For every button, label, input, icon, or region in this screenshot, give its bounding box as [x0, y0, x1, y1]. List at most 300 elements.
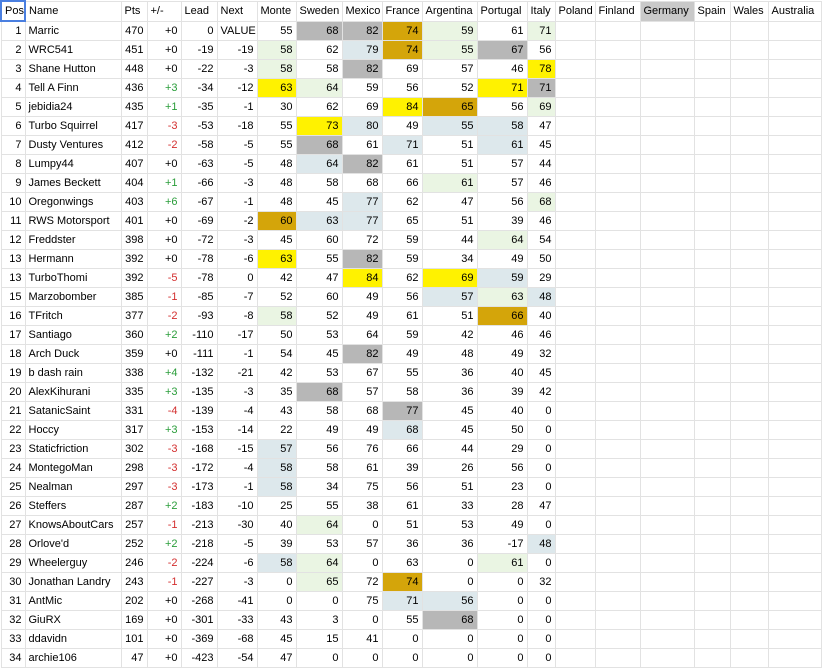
score-cell-france[interactable]: 51: [382, 516, 422, 535]
empty-cell-germany[interactable]: [640, 174, 694, 193]
delta-cell[interactable]: +0: [147, 41, 181, 60]
name-cell[interactable]: Turbo Squirrel: [25, 117, 121, 136]
delta-cell[interactable]: +4: [147, 364, 181, 383]
next-cell[interactable]: -6: [217, 554, 257, 573]
score-cell-monte[interactable]: 52: [257, 288, 296, 307]
empty-cell-australia[interactable]: [768, 592, 821, 611]
score-cell-argentina[interactable]: 44: [422, 440, 477, 459]
delta-cell[interactable]: +6: [147, 193, 181, 212]
empty-cell-wales[interactable]: [730, 212, 768, 231]
lead-cell[interactable]: -153: [181, 421, 217, 440]
score-cell-france[interactable]: 65: [382, 212, 422, 231]
score-cell-mexico[interactable]: 68: [342, 174, 382, 193]
pos-cell[interactable]: 22: [1, 421, 25, 440]
empty-cell-spain[interactable]: [694, 497, 730, 516]
name-cell[interactable]: AntMic: [25, 592, 121, 611]
empty-cell-wales[interactable]: [730, 345, 768, 364]
score-cell-sweden[interactable]: 56: [296, 440, 342, 459]
pts-cell[interactable]: 401: [121, 212, 147, 231]
delta-cell[interactable]: +1: [147, 98, 181, 117]
empty-cell-germany[interactable]: [640, 288, 694, 307]
score-cell-france[interactable]: 68: [382, 421, 422, 440]
score-cell-mexico[interactable]: 49: [342, 307, 382, 326]
score-cell-portugal[interactable]: 23: [477, 478, 527, 497]
next-cell[interactable]: -33: [217, 611, 257, 630]
lead-cell[interactable]: -173: [181, 478, 217, 497]
score-cell-france[interactable]: 74: [382, 21, 422, 41]
name-cell[interactable]: Tell A Finn: [25, 79, 121, 98]
score-cell-portugal[interactable]: 39: [477, 212, 527, 231]
score-cell-france[interactable]: 66: [382, 174, 422, 193]
name-cell[interactable]: ddavidn: [25, 630, 121, 649]
header-germany[interactable]: Germany: [640, 1, 694, 21]
score-cell-monte[interactable]: 58: [257, 60, 296, 79]
score-cell-france[interactable]: 61: [382, 497, 422, 516]
header-next[interactable]: Next: [217, 1, 257, 21]
next-cell[interactable]: VALUE: [217, 21, 257, 41]
empty-cell-germany[interactable]: [640, 535, 694, 554]
score-cell-portugal[interactable]: 57: [477, 174, 527, 193]
empty-cell-australia[interactable]: [768, 345, 821, 364]
empty-cell-poland[interactable]: [555, 212, 595, 231]
pos-cell[interactable]: 10: [1, 193, 25, 212]
empty-cell-wales[interactable]: [730, 554, 768, 573]
header-pts[interactable]: Pts: [121, 1, 147, 21]
score-cell-mexico[interactable]: 61: [342, 459, 382, 478]
lead-cell[interactable]: -93: [181, 307, 217, 326]
score-cell-mexico[interactable]: 57: [342, 535, 382, 554]
empty-cell-germany[interactable]: [640, 649, 694, 668]
pos-cell[interactable]: 29: [1, 554, 25, 573]
score-cell-sweden[interactable]: 55: [296, 497, 342, 516]
empty-cell-wales[interactable]: [730, 326, 768, 345]
score-cell-monte[interactable]: 45: [257, 231, 296, 250]
empty-cell-finland[interactable]: [595, 630, 640, 649]
score-cell-monte[interactable]: 58: [257, 554, 296, 573]
empty-cell-germany[interactable]: [640, 307, 694, 326]
empty-cell-wales[interactable]: [730, 41, 768, 60]
score-cell-italy[interactable]: 0: [527, 554, 555, 573]
score-cell-sweden[interactable]: 60: [296, 231, 342, 250]
empty-cell-spain[interactable]: [694, 573, 730, 592]
empty-cell-australia[interactable]: [768, 326, 821, 345]
empty-cell-germany[interactable]: [640, 497, 694, 516]
empty-cell-germany[interactable]: [640, 231, 694, 250]
empty-cell-poland[interactable]: [555, 98, 595, 117]
score-cell-monte[interactable]: 63: [257, 79, 296, 98]
empty-cell-australia[interactable]: [768, 98, 821, 117]
empty-cell-spain[interactable]: [694, 383, 730, 402]
empty-cell-wales[interactable]: [730, 478, 768, 497]
empty-cell-spain[interactable]: [694, 250, 730, 269]
lead-cell[interactable]: -35: [181, 98, 217, 117]
pos-cell[interactable]: 11: [1, 212, 25, 231]
name-cell[interactable]: Oregonwings: [25, 193, 121, 212]
empty-cell-finland[interactable]: [595, 326, 640, 345]
score-cell-france[interactable]: 61: [382, 307, 422, 326]
delta-cell[interactable]: -3: [147, 117, 181, 136]
empty-cell-poland[interactable]: [555, 231, 595, 250]
empty-cell-germany[interactable]: [640, 573, 694, 592]
name-cell[interactable]: TurboThomi: [25, 269, 121, 288]
empty-cell-finland[interactable]: [595, 193, 640, 212]
score-cell-sweden[interactable]: 47: [296, 269, 342, 288]
empty-cell-finland[interactable]: [595, 212, 640, 231]
next-cell[interactable]: -5: [217, 535, 257, 554]
score-cell-argentina[interactable]: 45: [422, 421, 477, 440]
score-cell-argentina[interactable]: 65: [422, 98, 477, 117]
lead-cell[interactable]: -22: [181, 60, 217, 79]
score-cell-france[interactable]: 0: [382, 649, 422, 668]
score-cell-mexico[interactable]: 75: [342, 478, 382, 497]
header-mexico[interactable]: Mexico: [342, 1, 382, 21]
empty-cell-spain[interactable]: [694, 307, 730, 326]
delta-cell[interactable]: -2: [147, 554, 181, 573]
pos-cell[interactable]: 13: [1, 250, 25, 269]
score-cell-portugal[interactable]: 49: [477, 250, 527, 269]
pos-cell[interactable]: 33: [1, 630, 25, 649]
empty-cell-spain[interactable]: [694, 98, 730, 117]
score-cell-sweden[interactable]: 15: [296, 630, 342, 649]
lead-cell[interactable]: -168: [181, 440, 217, 459]
score-cell-italy[interactable]: 42: [527, 383, 555, 402]
score-cell-monte[interactable]: 48: [257, 174, 296, 193]
name-cell[interactable]: Freddster: [25, 231, 121, 250]
pts-cell[interactable]: 297: [121, 478, 147, 497]
empty-cell-australia[interactable]: [768, 41, 821, 60]
pts-cell[interactable]: 436: [121, 79, 147, 98]
delta-cell[interactable]: +2: [147, 497, 181, 516]
empty-cell-poland[interactable]: [555, 155, 595, 174]
score-cell-mexico[interactable]: 75: [342, 592, 382, 611]
pos-cell[interactable]: 28: [1, 535, 25, 554]
pts-cell[interactable]: 412: [121, 136, 147, 155]
empty-cell-poland[interactable]: [555, 326, 595, 345]
score-cell-italy[interactable]: 47: [527, 117, 555, 136]
empty-cell-germany[interactable]: [640, 364, 694, 383]
score-cell-mexico[interactable]: 84: [342, 269, 382, 288]
empty-cell-spain[interactable]: [694, 345, 730, 364]
score-cell-argentina[interactable]: 44: [422, 231, 477, 250]
lead-cell[interactable]: -111: [181, 345, 217, 364]
empty-cell-wales[interactable]: [730, 573, 768, 592]
score-cell-sweden[interactable]: 0: [296, 649, 342, 668]
pts-cell[interactable]: 398: [121, 231, 147, 250]
empty-cell-wales[interactable]: [730, 155, 768, 174]
score-cell-portugal[interactable]: 0: [477, 630, 527, 649]
empty-cell-wales[interactable]: [730, 21, 768, 41]
empty-cell-finland[interactable]: [595, 231, 640, 250]
name-cell[interactable]: Staticfriction: [25, 440, 121, 459]
score-cell-argentina[interactable]: 33: [422, 497, 477, 516]
score-cell-italy[interactable]: 0: [527, 421, 555, 440]
score-cell-monte[interactable]: 54: [257, 345, 296, 364]
pts-cell[interactable]: 202: [121, 592, 147, 611]
score-cell-argentina[interactable]: 45: [422, 402, 477, 421]
empty-cell-wales[interactable]: [730, 535, 768, 554]
score-cell-sweden[interactable]: 58: [296, 402, 342, 421]
lead-cell[interactable]: -268: [181, 592, 217, 611]
name-cell[interactable]: archie106: [25, 649, 121, 668]
header-sweden[interactable]: Sweden: [296, 1, 342, 21]
empty-cell-wales[interactable]: [730, 611, 768, 630]
name-cell[interactable]: AlexKihurani: [25, 383, 121, 402]
score-cell-portugal[interactable]: 66: [477, 307, 527, 326]
empty-cell-australia[interactable]: [768, 573, 821, 592]
name-cell[interactable]: WRC541: [25, 41, 121, 60]
score-cell-argentina[interactable]: 55: [422, 117, 477, 136]
name-cell[interactable]: Orlove'd: [25, 535, 121, 554]
score-cell-france[interactable]: 59: [382, 326, 422, 345]
lead-cell[interactable]: -369: [181, 630, 217, 649]
pos-cell[interactable]: 3: [1, 60, 25, 79]
empty-cell-spain[interactable]: [694, 611, 730, 630]
name-cell[interactable]: RWS Motorsport: [25, 212, 121, 231]
next-cell[interactable]: -7: [217, 288, 257, 307]
header-delta[interactable]: +/-: [147, 1, 181, 21]
name-cell[interactable]: Shane Hutton: [25, 60, 121, 79]
score-cell-argentina[interactable]: 42: [422, 326, 477, 345]
pts-cell[interactable]: 360: [121, 326, 147, 345]
score-cell-argentina[interactable]: 56: [422, 592, 477, 611]
pos-cell[interactable]: 1: [1, 21, 25, 41]
pos-cell[interactable]: 18: [1, 345, 25, 364]
score-cell-sweden[interactable]: 63: [296, 212, 342, 231]
score-cell-mexico[interactable]: 41: [342, 630, 382, 649]
score-cell-mexico[interactable]: 57: [342, 383, 382, 402]
pos-cell[interactable]: 20: [1, 383, 25, 402]
next-cell[interactable]: -5: [217, 155, 257, 174]
empty-cell-finland[interactable]: [595, 155, 640, 174]
score-cell-sweden[interactable]: 58: [296, 60, 342, 79]
pts-cell[interactable]: 338: [121, 364, 147, 383]
delta-cell[interactable]: +0: [147, 250, 181, 269]
delta-cell[interactable]: +0: [147, 212, 181, 231]
empty-cell-poland[interactable]: [555, 60, 595, 79]
score-cell-france[interactable]: 74: [382, 41, 422, 60]
lead-cell[interactable]: -423: [181, 649, 217, 668]
header-pos[interactable]: Pos: [1, 1, 25, 21]
score-cell-mexico[interactable]: 0: [342, 516, 382, 535]
pts-cell[interactable]: 331: [121, 402, 147, 421]
empty-cell-poland[interactable]: [555, 364, 595, 383]
pts-cell[interactable]: 377: [121, 307, 147, 326]
score-cell-portugal[interactable]: 63: [477, 288, 527, 307]
header-wales[interactable]: Wales: [730, 1, 768, 21]
delta-cell[interactable]: +0: [147, 21, 181, 41]
score-cell-mexico[interactable]: 79: [342, 41, 382, 60]
empty-cell-finland[interactable]: [595, 288, 640, 307]
score-cell-france[interactable]: 56: [382, 288, 422, 307]
empty-cell-australia[interactable]: [768, 554, 821, 573]
pos-cell[interactable]: 4: [1, 79, 25, 98]
score-cell-argentina[interactable]: 0: [422, 573, 477, 592]
score-cell-monte[interactable]: 35: [257, 383, 296, 402]
score-cell-sweden[interactable]: 49: [296, 421, 342, 440]
empty-cell-australia[interactable]: [768, 535, 821, 554]
empty-cell-poland[interactable]: [555, 611, 595, 630]
score-cell-mexico[interactable]: 0: [342, 649, 382, 668]
empty-cell-finland[interactable]: [595, 136, 640, 155]
empty-cell-finland[interactable]: [595, 21, 640, 41]
pts-cell[interactable]: 335: [121, 383, 147, 402]
lead-cell[interactable]: -301: [181, 611, 217, 630]
empty-cell-spain[interactable]: [694, 630, 730, 649]
empty-cell-wales[interactable]: [730, 269, 768, 288]
name-cell[interactable]: KnowsAboutCars: [25, 516, 121, 535]
name-cell[interactable]: b dash rain: [25, 364, 121, 383]
score-cell-mexico[interactable]: 49: [342, 421, 382, 440]
pts-cell[interactable]: 470: [121, 21, 147, 41]
empty-cell-wales[interactable]: [730, 459, 768, 478]
score-cell-mexico[interactable]: 76: [342, 440, 382, 459]
pts-cell[interactable]: 417: [121, 117, 147, 136]
empty-cell-finland[interactable]: [595, 554, 640, 573]
header-lead[interactable]: Lead: [181, 1, 217, 21]
pts-cell[interactable]: 298: [121, 459, 147, 478]
empty-cell-wales[interactable]: [730, 421, 768, 440]
score-cell-portugal[interactable]: 71: [477, 79, 527, 98]
pos-cell[interactable]: 15: [1, 288, 25, 307]
score-cell-mexico[interactable]: 0: [342, 554, 382, 573]
empty-cell-germany[interactable]: [640, 212, 694, 231]
score-cell-argentina[interactable]: 0: [422, 554, 477, 573]
empty-cell-spain[interactable]: [694, 193, 730, 212]
pts-cell[interactable]: 257: [121, 516, 147, 535]
empty-cell-poland[interactable]: [555, 649, 595, 668]
score-cell-italy[interactable]: 45: [527, 364, 555, 383]
next-cell[interactable]: -17: [217, 326, 257, 345]
pts-cell[interactable]: 359: [121, 345, 147, 364]
empty-cell-spain[interactable]: [694, 478, 730, 497]
empty-cell-spain[interactable]: [694, 21, 730, 41]
empty-cell-finland[interactable]: [595, 497, 640, 516]
score-cell-portugal[interactable]: 50: [477, 421, 527, 440]
score-cell-sweden[interactable]: 0: [296, 592, 342, 611]
empty-cell-finland[interactable]: [595, 269, 640, 288]
score-cell-portugal[interactable]: 64: [477, 231, 527, 250]
empty-cell-spain[interactable]: [694, 117, 730, 136]
score-cell-france[interactable]: 63: [382, 554, 422, 573]
score-cell-italy[interactable]: 0: [527, 649, 555, 668]
pts-cell[interactable]: 407: [121, 155, 147, 174]
pos-cell[interactable]: 26: [1, 497, 25, 516]
pos-cell[interactable]: 27: [1, 516, 25, 535]
score-cell-monte[interactable]: 55: [257, 136, 296, 155]
lead-cell[interactable]: -218: [181, 535, 217, 554]
header-spain[interactable]: Spain: [694, 1, 730, 21]
empty-cell-australia[interactable]: [768, 516, 821, 535]
empty-cell-australia[interactable]: [768, 630, 821, 649]
empty-cell-finland[interactable]: [595, 117, 640, 136]
empty-cell-wales[interactable]: [730, 117, 768, 136]
score-cell-italy[interactable]: 78: [527, 60, 555, 79]
empty-cell-germany[interactable]: [640, 345, 694, 364]
score-cell-portugal[interactable]: 40: [477, 402, 527, 421]
score-cell-sweden[interactable]: 34: [296, 478, 342, 497]
empty-cell-australia[interactable]: [768, 478, 821, 497]
pts-cell[interactable]: 317: [121, 421, 147, 440]
pos-cell[interactable]: 7: [1, 136, 25, 155]
score-cell-portugal[interactable]: 61: [477, 136, 527, 155]
delta-cell[interactable]: -2: [147, 136, 181, 155]
name-cell[interactable]: Arch Duck: [25, 345, 121, 364]
delta-cell[interactable]: -1: [147, 573, 181, 592]
lead-cell[interactable]: -19: [181, 41, 217, 60]
empty-cell-finland[interactable]: [595, 98, 640, 117]
empty-cell-poland[interactable]: [555, 497, 595, 516]
empty-cell-wales[interactable]: [730, 174, 768, 193]
empty-cell-spain[interactable]: [694, 554, 730, 573]
pts-cell[interactable]: 243: [121, 573, 147, 592]
header-portugal[interactable]: Portugal: [477, 1, 527, 21]
score-cell-argentina[interactable]: 36: [422, 364, 477, 383]
pos-cell[interactable]: 8: [1, 155, 25, 174]
empty-cell-spain[interactable]: [694, 269, 730, 288]
pts-cell[interactable]: 252: [121, 535, 147, 554]
score-cell-france[interactable]: 77: [382, 402, 422, 421]
score-cell-argentina[interactable]: 0: [422, 649, 477, 668]
score-cell-portugal[interactable]: 59: [477, 269, 527, 288]
score-cell-portugal[interactable]: 0: [477, 592, 527, 611]
empty-cell-spain[interactable]: [694, 649, 730, 668]
score-cell-france[interactable]: 59: [382, 250, 422, 269]
score-cell-argentina[interactable]: 51: [422, 136, 477, 155]
score-cell-monte[interactable]: 48: [257, 193, 296, 212]
score-cell-italy[interactable]: 0: [527, 440, 555, 459]
delta-cell[interactable]: +2: [147, 326, 181, 345]
score-cell-monte[interactable]: 58: [257, 41, 296, 60]
score-cell-sweden[interactable]: 58: [296, 459, 342, 478]
score-cell-monte[interactable]: 55: [257, 117, 296, 136]
delta-cell[interactable]: +0: [147, 592, 181, 611]
empty-cell-germany[interactable]: [640, 155, 694, 174]
score-cell-italy[interactable]: 0: [527, 478, 555, 497]
next-cell[interactable]: -54: [217, 649, 257, 668]
score-cell-monte[interactable]: 50: [257, 326, 296, 345]
score-cell-sweden[interactable]: 62: [296, 41, 342, 60]
score-cell-mexico[interactable]: 69: [342, 98, 382, 117]
lead-cell[interactable]: -213: [181, 516, 217, 535]
empty-cell-wales[interactable]: [730, 136, 768, 155]
empty-cell-poland[interactable]: [555, 592, 595, 611]
score-cell-france[interactable]: 69: [382, 60, 422, 79]
lead-cell[interactable]: -58: [181, 136, 217, 155]
score-cell-monte[interactable]: 0: [257, 592, 296, 611]
score-cell-argentina[interactable]: 57: [422, 60, 477, 79]
score-cell-mexico[interactable]: 82: [342, 345, 382, 364]
lead-cell[interactable]: -227: [181, 573, 217, 592]
header-france[interactable]: France: [382, 1, 422, 21]
empty-cell-finland[interactable]: [595, 250, 640, 269]
next-cell[interactable]: -4: [217, 459, 257, 478]
name-cell[interactable]: Steffers: [25, 497, 121, 516]
score-cell-sweden[interactable]: 3: [296, 611, 342, 630]
empty-cell-spain[interactable]: [694, 288, 730, 307]
empty-cell-australia[interactable]: [768, 288, 821, 307]
pts-cell[interactable]: 302: [121, 440, 147, 459]
empty-cell-poland[interactable]: [555, 117, 595, 136]
score-cell-monte[interactable]: 58: [257, 478, 296, 497]
delta-cell[interactable]: -4: [147, 402, 181, 421]
empty-cell-finland[interactable]: [595, 79, 640, 98]
empty-cell-australia[interactable]: [768, 231, 821, 250]
empty-cell-australia[interactable]: [768, 649, 821, 668]
score-cell-italy[interactable]: 40: [527, 307, 555, 326]
name-cell[interactable]: Jonathan Landry: [25, 573, 121, 592]
next-cell[interactable]: -10: [217, 497, 257, 516]
score-cell-monte[interactable]: 58: [257, 307, 296, 326]
